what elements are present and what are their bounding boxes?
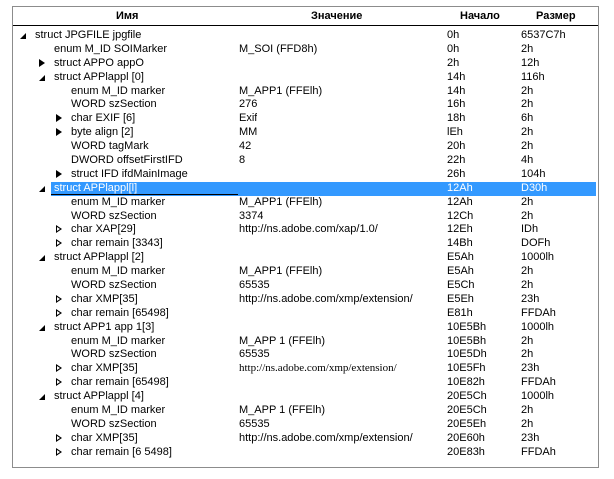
row-name: char remain [6 5498] <box>71 445 172 458</box>
collapse-triangle-icon[interactable] <box>37 182 47 196</box>
collapse-triangle-icon[interactable] <box>37 251 47 265</box>
template-results-panel <box>12 6 599 468</box>
row-size: 2h <box>521 140 534 153</box>
expand-triangle-icon[interactable] <box>54 307 64 321</box>
expand-triangle-icon[interactable] <box>54 168 64 182</box>
row-start: 14h <box>447 70 466 83</box>
tree-row[interactable] <box>13 237 598 251</box>
row-name: enum M_ID marker <box>71 404 166 417</box>
row-name: char XMP[35] <box>71 362 138 375</box>
row-value: 3374 <box>239 209 264 222</box>
row-name: struct APPlappl[l] <box>54 181 138 194</box>
row-size: FFDAh <box>521 306 556 319</box>
row-value: http://ns.adobe.com/xmp/extension/ <box>239 362 397 375</box>
row-name: WORD tagMark <box>71 140 149 153</box>
expand-triangle-icon[interactable] <box>37 57 47 71</box>
row-name: byte align [2] <box>71 126 134 139</box>
row-value: http://ns.adobe.com/xmp/extension/ <box>239 292 413 305</box>
row-name: char XMP[35] <box>71 292 138 305</box>
row-start: 14Bh <box>447 237 473 250</box>
row-name: WORD szSection <box>71 279 157 292</box>
row-start: 10E82h <box>447 376 485 389</box>
row-name: struct IFD ifdMainImage <box>71 167 188 180</box>
tree-row[interactable] <box>13 98 598 112</box>
row-start: E5Ah <box>447 251 474 264</box>
tree-row[interactable] <box>13 321 598 335</box>
tree-row[interactable] <box>13 390 598 404</box>
row-name: char EXIF [6] <box>71 112 136 125</box>
row-start: 12Ch <box>447 209 474 222</box>
tree-row[interactable] <box>13 446 598 460</box>
collapse-triangle-icon[interactable] <box>37 390 47 404</box>
row-start: 20h <box>447 140 466 153</box>
row-size: 1000lh <box>521 320 555 333</box>
row-size: 2h <box>521 404 534 417</box>
row-start: E5Eh <box>447 292 474 305</box>
row-size: 23h <box>521 292 540 305</box>
expand-triangle-icon[interactable] <box>54 362 64 376</box>
row-size: D30h <box>521 181 548 194</box>
tree-row[interactable] <box>13 71 598 85</box>
tree-row[interactable] <box>13 168 598 182</box>
row-name: enum M_ID marker <box>71 265 166 278</box>
tree-row[interactable] <box>13 182 598 196</box>
row-size: 2h <box>521 348 534 361</box>
expand-triangle-icon[interactable] <box>54 376 64 390</box>
row-name: struct APPlappl [2] <box>54 251 144 264</box>
tree-row[interactable] <box>13 251 598 265</box>
row-start: 20E83h <box>447 445 485 458</box>
row-size: 6537C7h <box>521 29 566 41</box>
row-value: MM <box>239 126 258 139</box>
expand-triangle-icon[interactable] <box>54 237 64 251</box>
row-size: FFDAh <box>521 376 556 389</box>
tree-row[interactable] <box>13 154 598 168</box>
expand-triangle-icon[interactable] <box>54 126 64 140</box>
tree-row[interactable] <box>13 307 598 321</box>
row-size: DOFh <box>521 237 551 250</box>
tree-row[interactable] <box>13 196 598 210</box>
row-value: http://ns.adobe.com/xap/1.0/ <box>239 223 378 236</box>
row-size: 2h <box>521 417 534 430</box>
tree-row[interactable] <box>13 126 598 140</box>
row-start: E5Ch <box>447 279 475 292</box>
row-size: FFDAh <box>521 445 556 458</box>
row-value: M_APP 1 (FFElh) <box>239 334 325 347</box>
tree-row[interactable] <box>13 210 598 224</box>
row-size: 2h <box>521 42 534 55</box>
row-start: 2h <box>447 56 460 69</box>
row-value: M_APP 1 (FFElh) <box>239 404 325 417</box>
row-name: char remain [65498] <box>71 306 169 319</box>
row-value: 276 <box>239 98 258 111</box>
row-start: 26h <box>447 167 466 180</box>
row-size: 1000lh <box>521 251 555 264</box>
row-start: 14h <box>447 84 466 97</box>
tree-row[interactable] <box>13 404 598 418</box>
row-start: E81h <box>447 306 473 319</box>
row-size: 6h <box>521 112 534 125</box>
row-value: 65535 <box>239 417 270 430</box>
row-name: enum M_ID marker <box>71 195 166 208</box>
tree-row[interactable] <box>13 140 598 154</box>
row-start: 10E5Dh <box>447 348 487 361</box>
tree-row[interactable] <box>13 279 598 293</box>
expand-triangle-icon[interactable] <box>54 112 64 126</box>
row-start: 12Eh <box>447 223 473 236</box>
tree-row[interactable] <box>13 29 598 43</box>
row-start: 10E5Bh <box>447 320 487 333</box>
row-name: char XAP[29] <box>71 223 136 236</box>
row-size: 2h <box>521 209 534 222</box>
row-size: 2h <box>521 84 534 97</box>
row-start: 20E60h <box>447 431 485 444</box>
tree-row[interactable] <box>13 362 598 376</box>
tree-row[interactable] <box>13 43 598 57</box>
row-size: 2h <box>521 195 534 208</box>
tree-row[interactable] <box>13 57 598 71</box>
row-value: 65535 <box>239 279 270 292</box>
row-value: M_APP1 (FFElh) <box>239 195 323 208</box>
row-name: WORD szSection <box>71 348 157 361</box>
row-start: E5Ah <box>447 265 474 278</box>
column-header-value[interactable]: Значение <box>311 10 363 22</box>
row-name: struct APPlappl [4] <box>54 390 144 403</box>
row-size: 104h <box>521 167 546 180</box>
row-name: enum M_ID SOIMarker <box>54 42 168 55</box>
row-size: 2h <box>521 334 534 347</box>
column-header-size[interactable]: Размер <box>536 10 576 22</box>
row-name: struct JPGFILE jpgfile <box>35 29 142 41</box>
collapse-triangle-icon[interactable] <box>18 29 28 43</box>
row-start: 20E5Ch <box>447 404 487 417</box>
row-size: 4h <box>521 154 534 167</box>
row-start: 12Ah <box>447 181 473 194</box>
row-value: 65535 <box>239 348 270 361</box>
row-size: 23h <box>521 362 540 375</box>
tree-row[interactable] <box>13 335 598 349</box>
row-start: 20E5Ch <box>447 390 487 403</box>
row-size: 2h <box>521 126 534 139</box>
expand-triangle-icon[interactable] <box>54 432 64 446</box>
tree-row[interactable] <box>13 418 598 432</box>
row-name: enum M_ID marker <box>71 334 166 347</box>
row-start: 12Ah <box>447 195 473 208</box>
collapse-triangle-icon[interactable] <box>37 71 47 85</box>
tree-row[interactable] <box>13 265 598 279</box>
row-start: 16h <box>447 98 466 111</box>
row-start: 10E5Fh <box>447 362 486 375</box>
row-name: struct APPlappl [0] <box>54 70 144 83</box>
expand-triangle-icon[interactable] <box>54 293 64 307</box>
column-header-start[interactable]: Начало <box>460 10 500 22</box>
row-size: IDh <box>521 223 539 236</box>
row-name: char remain [65498] <box>71 376 169 389</box>
row-value: 42 <box>239 140 252 153</box>
row-size: 23h <box>521 431 540 444</box>
tree-row[interactable] <box>13 223 598 237</box>
row-name: WORD szSection <box>71 98 157 111</box>
row-value: M_SOI (FFD8h) <box>239 42 318 55</box>
row-start: lEh <box>447 126 463 139</box>
row-value: 8 <box>239 154 246 167</box>
tree-row[interactable] <box>13 293 598 307</box>
row-size: 2h <box>521 279 534 292</box>
row-name: DWORD offsetFirstIFD <box>71 154 183 167</box>
row-name: WORD szSection <box>71 417 157 430</box>
row-size: 2h <box>521 98 534 111</box>
row-value: M_APP1 (FFElh) <box>239 84 323 97</box>
row-start: 0h <box>447 42 460 55</box>
row-start: 20E5Eh <box>447 417 487 430</box>
tree-row[interactable] <box>13 432 598 446</box>
expand-triangle-icon[interactable] <box>54 223 64 237</box>
tree-row[interactable] <box>13 112 598 126</box>
row-start: 22h <box>447 154 466 167</box>
row-size: 116h <box>521 70 545 83</box>
tree-rows <box>13 29 598 460</box>
column-header-row <box>13 7 598 26</box>
row-name: char remain [3343] <box>71 237 163 250</box>
column-header-name[interactable]: Имя <box>116 10 139 22</box>
row-start: 10E5Bh <box>447 334 487 347</box>
row-value: M_APP1 (FFElh) <box>239 265 323 278</box>
row-value: Exif <box>239 112 258 125</box>
row-value: http://ns.adobe.com/xmp/extension/ <box>239 431 413 444</box>
collapse-triangle-icon[interactable] <box>37 321 47 335</box>
row-start: 0h <box>447 29 460 41</box>
row-size: 2h <box>521 265 534 278</box>
tree-row[interactable] <box>13 348 598 362</box>
row-name: enum M_ID marker <box>71 84 166 97</box>
expand-triangle-icon[interactable] <box>54 446 64 460</box>
row-name: struct APP1 app 1[3] <box>54 320 155 333</box>
row-size: 1000lh <box>521 390 555 403</box>
row-name: WORD szSection <box>71 209 157 222</box>
row-start: 18h <box>447 112 466 125</box>
row-name: struct APPO appO <box>54 56 144 69</box>
row-size: 12h <box>521 56 540 69</box>
row-name: char XMP[35] <box>71 431 138 444</box>
tree-row[interactable] <box>13 376 598 390</box>
tree-row[interactable] <box>13 85 598 99</box>
